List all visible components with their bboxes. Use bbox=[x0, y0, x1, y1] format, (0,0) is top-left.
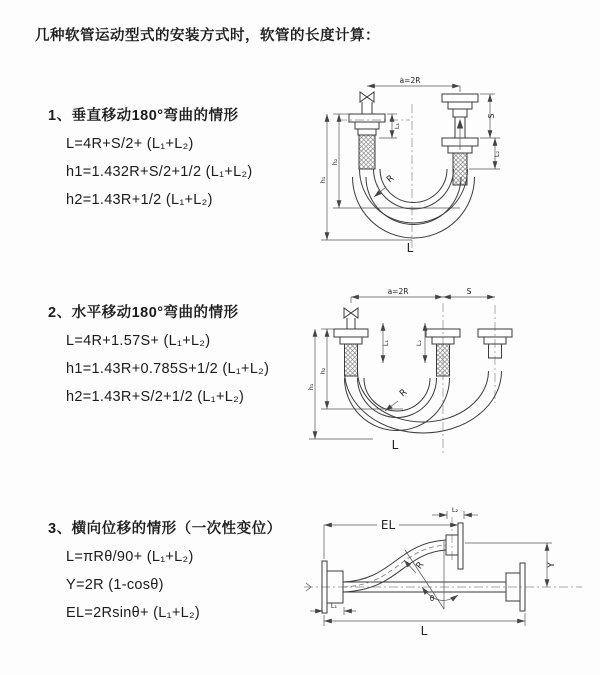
hose-offset-position bbox=[343, 540, 446, 592]
upper-right-flange bbox=[446, 523, 463, 569]
dim-label-el: EL bbox=[380, 518, 396, 532]
dim-label-l1: L₁ bbox=[382, 339, 390, 347]
h1-dimension bbox=[307, 329, 373, 439]
valve-icon bbox=[360, 92, 374, 114]
l-dimension bbox=[324, 613, 525, 638]
l1-dimension bbox=[310, 602, 356, 615]
dim-label-h1: h₁ bbox=[319, 176, 327, 184]
formula-L-2: L=4R+1.57S+ (L₁+L₂) bbox=[66, 333, 211, 349]
dim-label-h2: h₂ bbox=[331, 158, 339, 166]
formula-L-3: L=πRθ/90+ (L₁+L₂) bbox=[66, 549, 194, 565]
radius-label: R bbox=[414, 560, 427, 572]
formula-h2-1: h2=1.43R+1/2 (L₁+L₂) bbox=[66, 192, 213, 208]
section-1-heading: 1、垂直移动180°弯曲的情形 bbox=[48, 108, 239, 124]
section-3 bbox=[48, 517, 318, 633]
el-dimension bbox=[324, 518, 458, 559]
dim-label-s: S bbox=[466, 287, 472, 296]
travel-direction-arrow bbox=[457, 119, 463, 150]
dim-label-h1: h₁ bbox=[307, 383, 315, 391]
dim-label-s: S bbox=[487, 113, 496, 119]
radius-callout bbox=[404, 560, 426, 573]
formula-Y-3: Y=2R (1-cosθ) bbox=[66, 577, 164, 593]
angle-label-theta: θ bbox=[429, 594, 435, 603]
section-2-heading: 2、水平移动180°弯曲的情形 bbox=[48, 305, 239, 321]
left-flange bbox=[349, 114, 385, 169]
radius-label: R bbox=[398, 387, 410, 400]
right-flange-moved-position bbox=[478, 329, 512, 358]
dim-label-span: a=2R bbox=[399, 76, 421, 85]
dim-label-l1: L₁ bbox=[330, 602, 338, 610]
formula-h1-1: h1=1.432R+S/2+1/2 (L₁+L₂) bbox=[66, 164, 253, 180]
middle-flange bbox=[426, 329, 460, 376]
dim-label-l2: L₂ bbox=[493, 150, 501, 158]
radius-callout bbox=[385, 388, 409, 411]
left-flange bbox=[334, 329, 368, 376]
radius-label: R bbox=[385, 173, 397, 186]
diagram-vertical-travel-180-bend bbox=[312, 70, 592, 255]
theta-construction bbox=[405, 541, 458, 609]
section-3-heading: 3、横向位移的情形（一次性变位） bbox=[48, 521, 282, 537]
page-title: 几种软管运动型式的安装方式时，软管的长度计算： bbox=[35, 28, 380, 44]
length-label: L bbox=[391, 438, 399, 452]
formula-EL-3: EL=2Rsinθ+ (L₁+L₂) bbox=[66, 605, 201, 621]
h2-dimension bbox=[319, 329, 403, 409]
l2-dimension bbox=[469, 138, 501, 169]
valve-icon bbox=[344, 308, 358, 329]
span-dimension bbox=[351, 287, 443, 303]
dim-label-l2: L₂ bbox=[415, 339, 423, 347]
y-dimension bbox=[465, 543, 557, 587]
formula-h1-2: h1=1.43R+0.785S+1/2 (L₁+L₂) bbox=[66, 361, 270, 377]
dim-label-l1: L₁ bbox=[393, 122, 401, 130]
dim-label-h2: h₂ bbox=[319, 367, 327, 375]
dim-label-span: a=2R bbox=[387, 287, 409, 296]
dim-label-y: Y bbox=[547, 562, 557, 568]
centerlines bbox=[443, 303, 495, 453]
l2-dimension bbox=[415, 323, 425, 363]
centerline bbox=[304, 517, 582, 591]
span-dimension bbox=[367, 76, 460, 92]
length-label: L bbox=[406, 241, 414, 255]
s-dimension bbox=[443, 287, 495, 297]
diagram-horizontal-travel-180-bend bbox=[303, 283, 598, 458]
dim-label-l2: L₂ bbox=[451, 506, 459, 514]
formula-h2-2: h2=1.43R+S/2+1/2 (L₁+L₂) bbox=[66, 389, 245, 405]
section-1 bbox=[48, 104, 318, 220]
s-dimension bbox=[480, 94, 500, 138]
diagram-lateral-offset bbox=[298, 503, 598, 653]
length-label: L bbox=[420, 624, 428, 638]
l2-dimension bbox=[432, 506, 478, 519]
l1-dimension bbox=[382, 323, 390, 363]
formula-L-1: L=4R+S/2+ (L₁+L₂) bbox=[66, 136, 194, 152]
section-2 bbox=[48, 301, 318, 417]
l1-dimension bbox=[379, 114, 401, 138]
